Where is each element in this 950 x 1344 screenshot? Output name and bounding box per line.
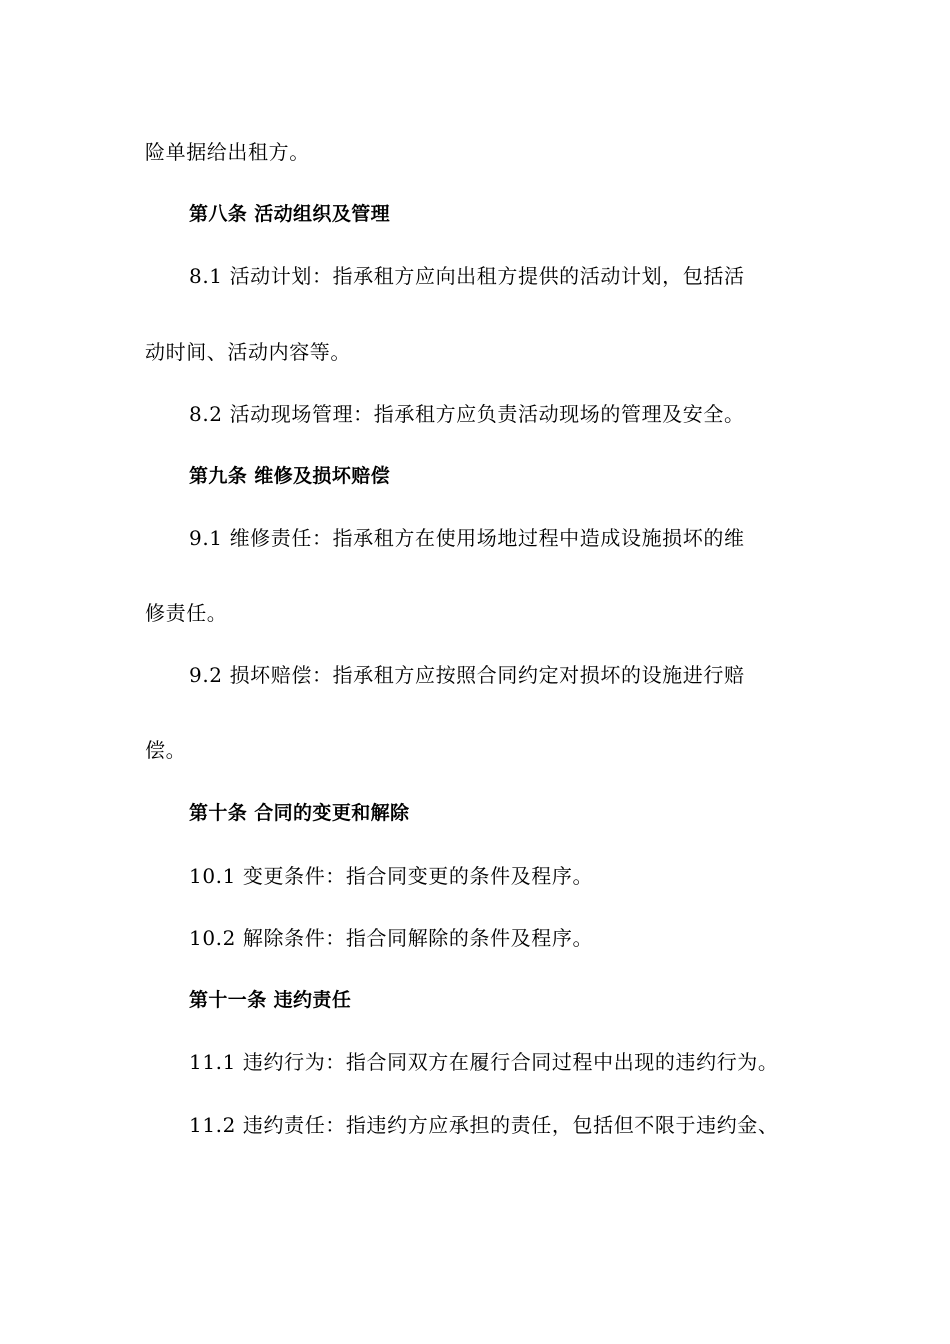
clause-9-1-continuation: 修责任。 [145,601,228,625]
clause-8-1-continuation: 动时间、活动内容等。 [145,340,351,364]
clause-8-2: 8.2 活动现场管理：指承租方应负责活动现场的管理及安全。 [189,402,745,426]
section-heading-article-11: 第十一条 违约责任 [189,989,352,1011]
clause-9-2: 9.2 损坏赔偿：指承租方应按照合同约定对损坏的设施进行赔 [189,663,745,687]
clause-10-2: 10.2 解除条件：指合同解除的条件及程序。 [189,926,594,950]
paragraph-continuation: 险单据给出租方。 [145,140,310,164]
clause-11-1: 11.1 违约行为：指合同双方在履行合同过程中出现的违约行为。 [189,1050,779,1074]
section-heading-article-9: 第九条 维修及损坏赔偿 [189,465,391,487]
section-heading-article-10: 第十条 合同的变更和解除 [189,802,410,824]
clause-8-1: 8.1 活动计划：指承租方应向出租方提供的活动计划，包括活 [189,264,745,288]
section-heading-article-8: 第八条 活动组织及管理 [189,203,391,225]
clause-9-1: 9.1 维修责任：指承租方在使用场地过程中造成设施损坏的维 [189,526,745,550]
clause-11-2: 11.2 违约责任：指违约方应承担的责任，包括但不限于违约金、 [189,1113,779,1137]
clause-10-1: 10.1 变更条件：指合同变更的条件及程序。 [189,864,594,888]
clause-9-2-continuation: 偿。 [145,738,187,762]
